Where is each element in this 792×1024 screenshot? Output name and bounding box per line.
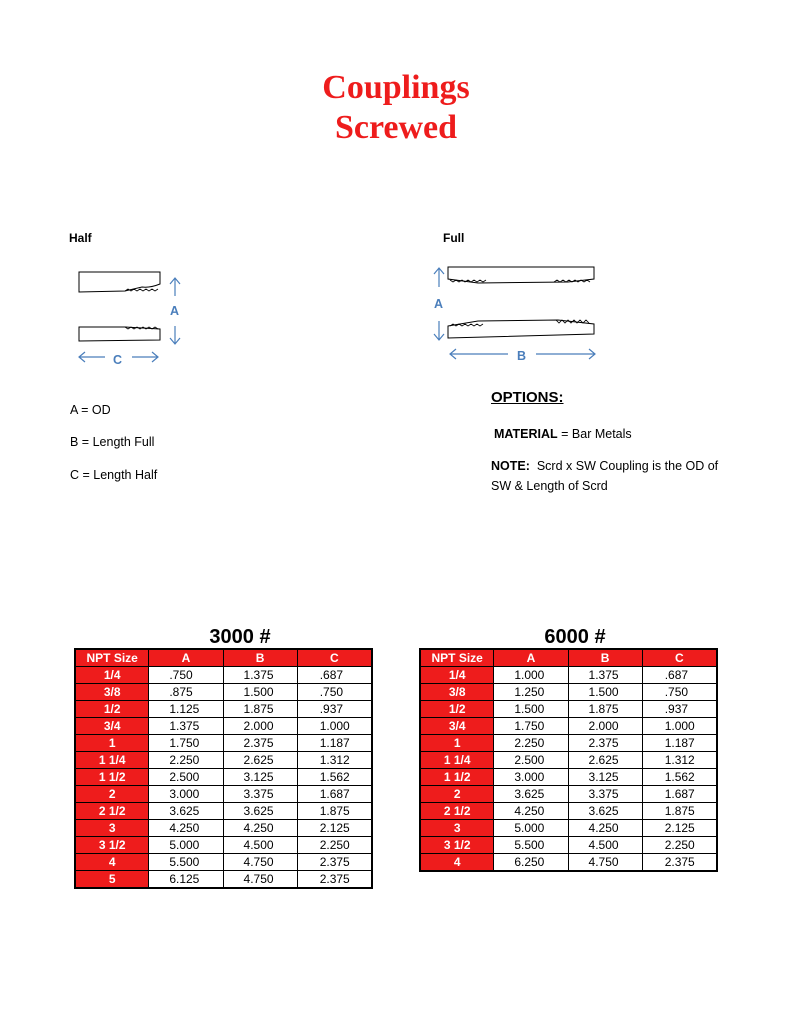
npt-size-cell: 4 bbox=[420, 854, 494, 872]
table-row bbox=[420, 837, 717, 854]
dim-a-cell: .750 bbox=[149, 667, 223, 684]
npt-size-cell: 1/2 bbox=[420, 701, 494, 718]
table-row bbox=[420, 854, 717, 872]
dim-c-cell: .687 bbox=[297, 667, 372, 684]
npt-size-cell: 3 bbox=[420, 820, 494, 837]
table-row bbox=[420, 803, 717, 820]
dim-a-cell: 6.250 bbox=[494, 854, 568, 872]
dim-a-cell: 2.500 bbox=[494, 752, 568, 769]
dim-a-cell: 2.500 bbox=[149, 769, 223, 786]
legend-b: B = Length Full bbox=[70, 435, 155, 449]
dim-b-cell: 1.875 bbox=[223, 701, 297, 718]
npt-size-cell: 1 1/4 bbox=[420, 752, 494, 769]
dim-b-cell: 3.125 bbox=[568, 769, 642, 786]
dim-b-cell: 4.500 bbox=[223, 837, 297, 854]
dim-c-cell: .750 bbox=[297, 684, 372, 701]
dim-b-cell: 3.125 bbox=[223, 769, 297, 786]
npt-size-cell: 3/4 bbox=[75, 718, 149, 735]
note-text-1: Scrd x SW Coupling is the OD of bbox=[529, 459, 719, 473]
dim-c-cell: 2.125 bbox=[642, 820, 717, 837]
dim-a-cell: 5.500 bbox=[149, 854, 223, 871]
table-row bbox=[420, 786, 717, 803]
table-row bbox=[75, 769, 372, 786]
header-c: C bbox=[297, 649, 372, 667]
table-row bbox=[75, 718, 372, 735]
half-dim-a-label: A bbox=[170, 304, 180, 318]
dim-c-cell: 1.562 bbox=[297, 769, 372, 786]
dim-b-cell: 2.625 bbox=[223, 752, 297, 769]
table-row bbox=[75, 820, 372, 837]
table-row bbox=[420, 752, 717, 769]
dim-c-cell: 2.375 bbox=[297, 871, 372, 889]
dim-b-cell: 1.500 bbox=[223, 684, 297, 701]
dim-a-cell: 4.250 bbox=[494, 803, 568, 820]
dim-b-cell: 1.375 bbox=[223, 667, 297, 684]
dim-c-cell: 2.375 bbox=[297, 854, 372, 871]
full-dim-a-label: A bbox=[434, 297, 444, 311]
dim-a-cell: 1.500 bbox=[494, 701, 568, 718]
dim-b-cell: 2.000 bbox=[223, 718, 297, 735]
note-label: NOTE: bbox=[491, 459, 530, 473]
dim-b-cell: 2.375 bbox=[223, 735, 297, 752]
material-label: MATERIAL bbox=[494, 427, 558, 441]
dim-a-cell: 3.000 bbox=[149, 786, 223, 803]
legend-a: A = OD bbox=[70, 403, 111, 417]
dim-a-cell: 3.000 bbox=[494, 769, 568, 786]
full-dim-b-label: B bbox=[517, 349, 527, 363]
npt-size-cell: 5 bbox=[75, 871, 149, 889]
dim-a-cell: 4.250 bbox=[149, 820, 223, 837]
dim-b-cell: 2.625 bbox=[568, 752, 642, 769]
table-row bbox=[75, 786, 372, 803]
npt-size-cell: 3 1/2 bbox=[420, 837, 494, 854]
npt-size-cell: 1 bbox=[420, 735, 494, 752]
table-row bbox=[420, 667, 717, 684]
table-6000-title: 6000 # bbox=[544, 626, 606, 648]
table-row bbox=[75, 684, 372, 701]
half-coupling-label: Half bbox=[69, 231, 92, 245]
header-b: B bbox=[223, 649, 297, 667]
npt-size-cell: 3/8 bbox=[420, 684, 494, 701]
npt-size-cell: 3 bbox=[75, 820, 149, 837]
table-row bbox=[75, 854, 372, 871]
npt-size-cell: 2 bbox=[75, 786, 149, 803]
dim-a-cell: 1.000 bbox=[494, 667, 568, 684]
dim-a-cell: 5.000 bbox=[494, 820, 568, 837]
npt-size-cell: 3/8 bbox=[75, 684, 149, 701]
dim-c-cell: .750 bbox=[642, 684, 717, 701]
dim-b-cell: 4.750 bbox=[223, 854, 297, 871]
dim-a-cell: 1.750 bbox=[149, 735, 223, 752]
half-dim-c-label: C bbox=[113, 353, 123, 367]
dim-b-cell: 4.750 bbox=[568, 854, 642, 872]
dim-c-cell: 1.687 bbox=[642, 786, 717, 803]
header-a: A bbox=[149, 649, 223, 667]
dim-a-cell: 1.250 bbox=[494, 684, 568, 701]
npt-size-cell: 1 bbox=[75, 735, 149, 752]
page-title-line-1: Couplings bbox=[322, 69, 470, 106]
dim-c-cell: .937 bbox=[642, 701, 717, 718]
npt-size-cell: 1/2 bbox=[75, 701, 149, 718]
dim-b-cell: 3.375 bbox=[568, 786, 642, 803]
header-c: C bbox=[642, 649, 717, 667]
note-line-2: SW & Length of Scrd bbox=[491, 479, 608, 493]
npt-size-cell: 3 1/2 bbox=[75, 837, 149, 854]
table-row bbox=[420, 769, 717, 786]
dim-c-cell: 2.125 bbox=[297, 820, 372, 837]
table-row bbox=[420, 820, 717, 837]
dim-c-cell: 2.375 bbox=[642, 854, 717, 872]
table-row bbox=[420, 684, 717, 701]
npt-size-cell: 2 1/2 bbox=[420, 803, 494, 820]
table-row bbox=[75, 871, 372, 889]
dim-a-cell: 6.125 bbox=[149, 871, 223, 889]
table-header-row bbox=[420, 649, 717, 667]
table-row bbox=[420, 735, 717, 752]
dim-c-cell: 2.250 bbox=[642, 837, 717, 854]
table-row bbox=[75, 837, 372, 854]
table-3000-title: 3000 # bbox=[209, 626, 271, 648]
dim-c-cell: 1.187 bbox=[297, 735, 372, 752]
npt-size-cell: 1/4 bbox=[75, 667, 149, 684]
table-row bbox=[420, 701, 717, 718]
dim-b-cell: 1.375 bbox=[568, 667, 642, 684]
dim-b-cell: 2.375 bbox=[568, 735, 642, 752]
npt-size-cell: 2 bbox=[420, 786, 494, 803]
dim-b-cell: 4.250 bbox=[223, 820, 297, 837]
table-row bbox=[75, 752, 372, 769]
npt-size-cell: 1/4 bbox=[420, 667, 494, 684]
dim-a-cell: 1.125 bbox=[149, 701, 223, 718]
note-line-1 bbox=[491, 459, 718, 473]
dim-c-cell: 1.562 bbox=[642, 769, 717, 786]
npt-size-cell: 1 1/4 bbox=[75, 752, 149, 769]
table-6000 bbox=[419, 648, 718, 872]
dim-a-cell: 3.625 bbox=[494, 786, 568, 803]
dim-c-cell: 1.187 bbox=[642, 735, 717, 752]
table-row bbox=[420, 718, 717, 735]
npt-size-cell: 4 bbox=[75, 854, 149, 871]
npt-size-cell: 1 1/2 bbox=[420, 769, 494, 786]
table-row bbox=[75, 667, 372, 684]
header-a: A bbox=[494, 649, 568, 667]
dim-c-cell: 1.000 bbox=[642, 718, 717, 735]
table-3000 bbox=[74, 648, 373, 889]
dim-b-cell: 4.250 bbox=[568, 820, 642, 837]
dim-c-cell: 1.875 bbox=[642, 803, 717, 820]
dim-b-cell: 4.500 bbox=[568, 837, 642, 854]
dim-a-cell: 2.250 bbox=[494, 735, 568, 752]
dim-c-cell: 1.312 bbox=[297, 752, 372, 769]
header-npt-size: NPT Size bbox=[420, 649, 494, 667]
dim-a-cell: 5.000 bbox=[149, 837, 223, 854]
dim-c-cell: 1.875 bbox=[297, 803, 372, 820]
full-coupling-label: Full bbox=[443, 231, 465, 245]
dim-a-cell: .875 bbox=[149, 684, 223, 701]
table-row bbox=[75, 735, 372, 752]
header-b: B bbox=[568, 649, 642, 667]
dim-c-cell: 1.312 bbox=[642, 752, 717, 769]
material-option bbox=[494, 427, 632, 441]
dim-c-cell: .687 bbox=[642, 667, 717, 684]
header-npt-size: NPT Size bbox=[75, 649, 149, 667]
dim-b-cell: 2.000 bbox=[568, 718, 642, 735]
page-title-line-2: Screwed bbox=[334, 109, 458, 146]
table-header-row bbox=[75, 649, 372, 667]
dim-c-cell: 1.000 bbox=[297, 718, 372, 735]
legend-c: C = Length Half bbox=[70, 468, 158, 482]
dim-c-cell: 1.687 bbox=[297, 786, 372, 803]
dim-b-cell: 1.875 bbox=[568, 701, 642, 718]
dim-b-cell: 3.375 bbox=[223, 786, 297, 803]
npt-size-cell: 3/4 bbox=[420, 718, 494, 735]
dim-a-cell: 3.625 bbox=[149, 803, 223, 820]
material-value: = Bar Metals bbox=[557, 427, 632, 441]
dim-b-cell: 3.625 bbox=[568, 803, 642, 820]
dim-b-cell: 3.625 bbox=[223, 803, 297, 820]
npt-size-cell: 2 1/2 bbox=[75, 803, 149, 820]
options-heading: OPTIONS: bbox=[491, 389, 564, 406]
dim-a-cell: 1.750 bbox=[494, 718, 568, 735]
dim-b-cell: 4.750 bbox=[223, 871, 297, 889]
dim-b-cell: 1.500 bbox=[568, 684, 642, 701]
half-coupling-diagram bbox=[70, 262, 195, 374]
dim-c-cell: 2.250 bbox=[297, 837, 372, 854]
npt-size-cell: 1 1/2 bbox=[75, 769, 149, 786]
dim-a-cell: 5.500 bbox=[494, 837, 568, 854]
dim-a-cell: 1.375 bbox=[149, 718, 223, 735]
dim-a-cell: 2.250 bbox=[149, 752, 223, 769]
table-row bbox=[75, 701, 372, 718]
dim-c-cell: .937 bbox=[297, 701, 372, 718]
table-row bbox=[75, 803, 372, 820]
